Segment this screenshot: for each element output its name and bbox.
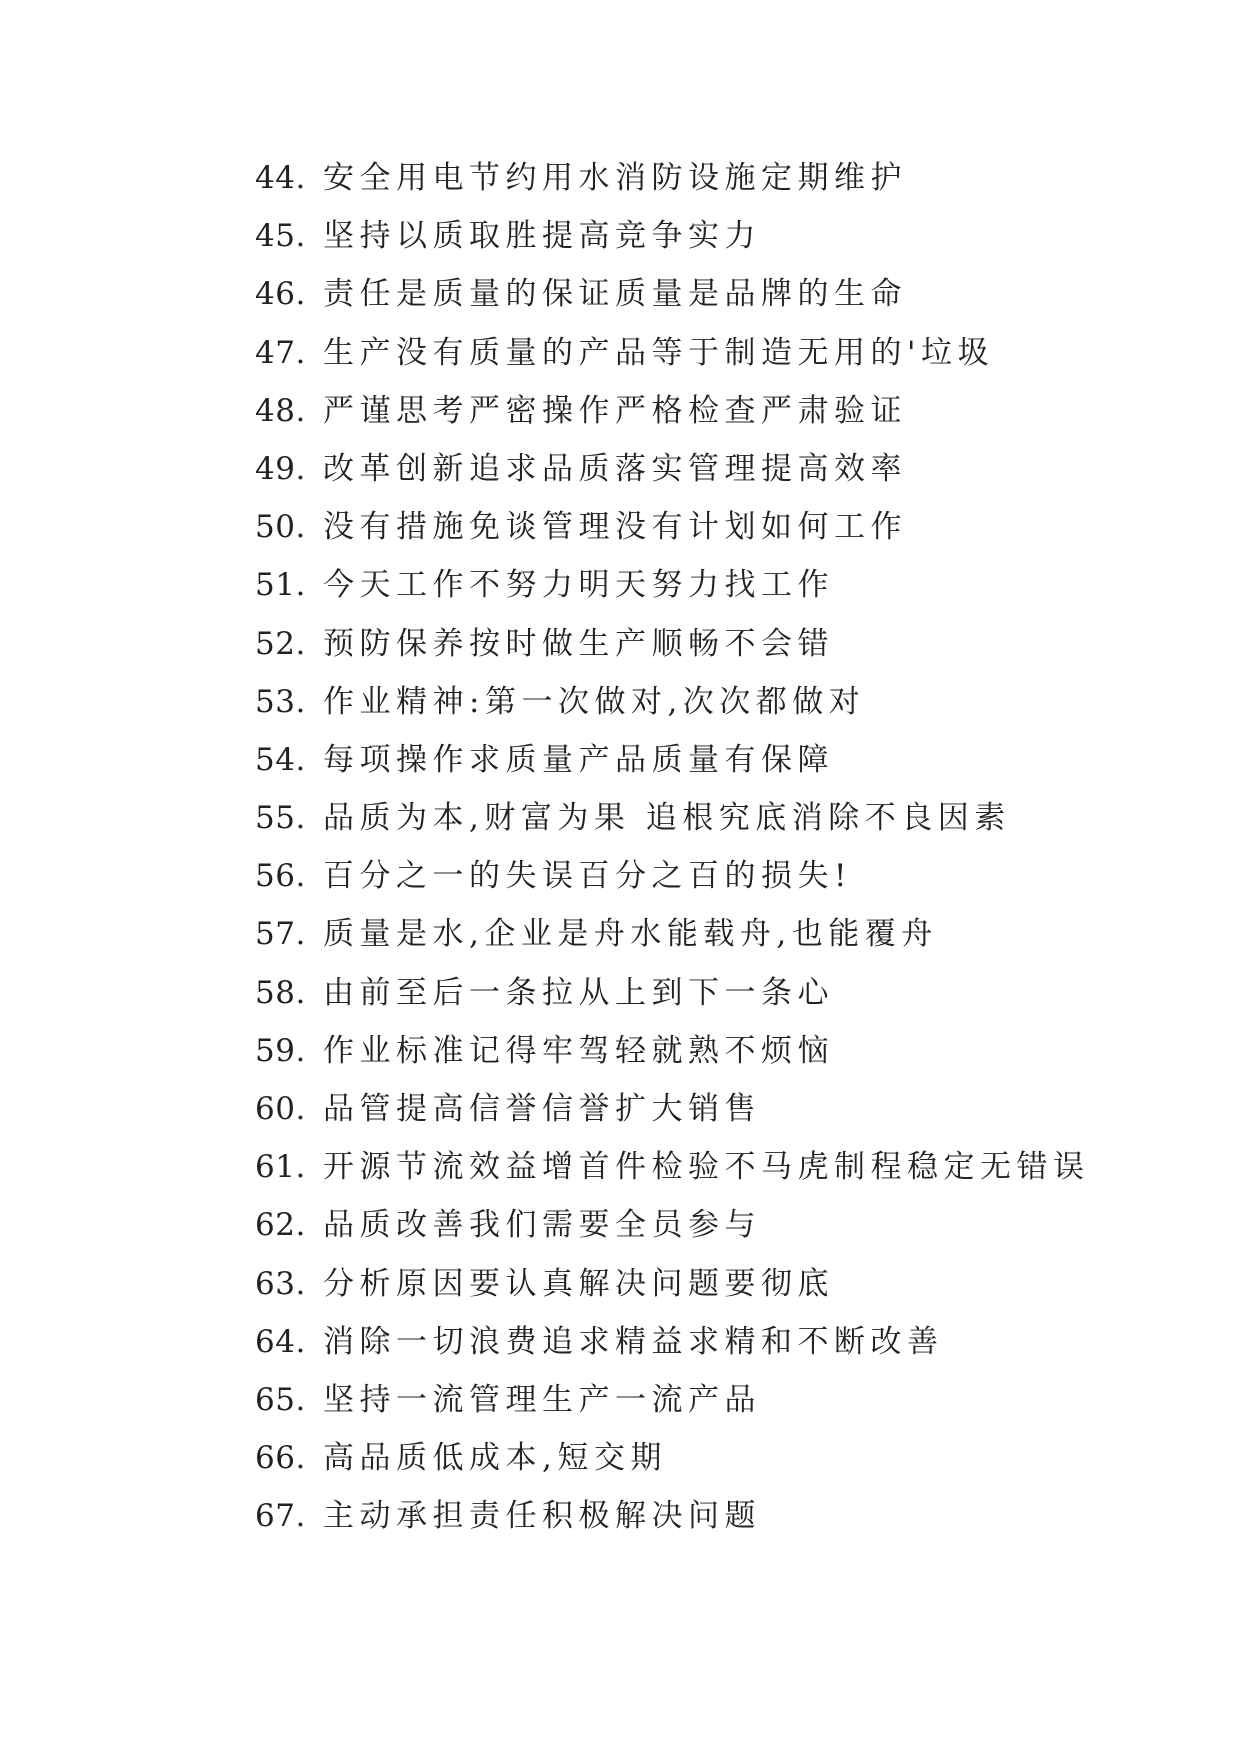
item-number: 45. xyxy=(255,218,306,255)
list-item xyxy=(255,858,1090,916)
list-item xyxy=(255,626,1090,684)
list-item xyxy=(255,975,1090,1033)
item-text: 安全用电节约用水消防设施定期维护 xyxy=(323,160,907,196)
item-number: 57. xyxy=(255,916,306,953)
item-number: 54. xyxy=(255,741,306,778)
list-item xyxy=(255,1440,1090,1498)
item-number: 55. xyxy=(255,800,306,837)
item-text: 严谨思考严密操作严格检查严肃验证 xyxy=(323,392,907,429)
item-number: 66. xyxy=(255,1440,306,1477)
item-number: 65. xyxy=(255,1381,306,1418)
item-text: 今天工作不努力明天努力找工作 xyxy=(323,567,834,604)
list-item xyxy=(255,1091,1090,1149)
list-item xyxy=(255,160,1090,218)
item-number: 48. xyxy=(255,392,306,429)
list-item xyxy=(255,335,1090,393)
item-text: 品管提高信誉信誉扩大销售 xyxy=(323,1091,761,1127)
slogan-list xyxy=(255,160,1090,1557)
item-text: 每项操作求质量产品质量有保障 xyxy=(323,741,834,778)
list-item xyxy=(255,742,1090,800)
list-item xyxy=(255,1382,1090,1440)
list-item xyxy=(255,567,1090,625)
item-number: 61. xyxy=(255,1149,306,1186)
list-item xyxy=(255,451,1090,509)
item-text: 百分之一的失误百分之百的损失! xyxy=(323,858,852,895)
item-number: 67. xyxy=(255,1498,306,1535)
item-text: 品质改善我们需要全员参与 xyxy=(323,1207,761,1244)
item-number: 52. xyxy=(255,625,306,662)
list-item xyxy=(255,916,1090,974)
item-number: 47. xyxy=(255,334,306,371)
list-item xyxy=(255,509,1090,567)
item-number: 63. xyxy=(255,1265,306,1302)
item-text: 品质为本,财富为果 追根究底消除不良因素 xyxy=(323,800,1011,837)
item-number: 46. xyxy=(255,276,306,313)
item-number: 62. xyxy=(255,1207,306,1244)
item-number: 53. xyxy=(255,683,306,720)
list-item xyxy=(255,393,1090,451)
item-number: 58. xyxy=(255,974,306,1011)
list-item xyxy=(255,218,1090,276)
item-text: 分析原因要认真解决问题要彻底 xyxy=(323,1265,834,1302)
item-number: 56. xyxy=(255,858,306,895)
item-number: 59. xyxy=(255,1032,306,1069)
item-text: 作业标准记得牢驾轻就熟不烦恼 xyxy=(323,1032,834,1069)
list-item xyxy=(255,800,1090,858)
item-text: 高品质低成本,短交期 xyxy=(323,1440,667,1477)
item-text: 消除一切浪费追求精益求精和不断改善 xyxy=(323,1323,944,1360)
list-item xyxy=(255,1266,1090,1324)
item-text: 作业精神:第一次做对,次次都做对 xyxy=(323,683,866,720)
list-item xyxy=(255,1207,1090,1265)
item-text: 由前至后一条拉从上到下一条心 xyxy=(323,974,834,1011)
list-item xyxy=(255,1149,1090,1207)
item-number: 50. xyxy=(255,509,306,546)
item-text: 生产没有质量的产品等于制造无用的'垃圾 xyxy=(323,334,995,371)
list-item xyxy=(255,1498,1090,1556)
item-text: 没有措施免谈管理没有计划如何工作 xyxy=(323,509,907,546)
item-number: 60. xyxy=(255,1091,306,1127)
item-number: 49. xyxy=(255,450,306,487)
list-item xyxy=(255,1033,1090,1091)
item-text: 主动承担责任积极解决问题 xyxy=(323,1498,761,1535)
item-text: 坚持以质取胜提高竞争实力 xyxy=(323,218,761,255)
list-item xyxy=(255,276,1090,334)
item-number: 44. xyxy=(255,160,306,196)
list-item xyxy=(255,1324,1090,1382)
item-text: 责任是质量的保证质量是品牌的生命 xyxy=(323,276,907,313)
item-number: 51. xyxy=(255,567,306,604)
list-item xyxy=(255,684,1090,742)
item-number: 64. xyxy=(255,1323,306,1360)
item-text: 预防保养按时做生产顺畅不会错 xyxy=(323,625,834,662)
item-text: 改革创新追求品质落实管理提高效率 xyxy=(323,450,907,487)
item-text: 开源节流效益增首件检验不马虎制程稳定无错误 xyxy=(323,1149,1090,1186)
item-text: 质量是水,企业是舟水能载舟,也能覆舟 xyxy=(323,916,938,953)
item-text: 坚持一流管理生产一流产品 xyxy=(323,1381,761,1418)
